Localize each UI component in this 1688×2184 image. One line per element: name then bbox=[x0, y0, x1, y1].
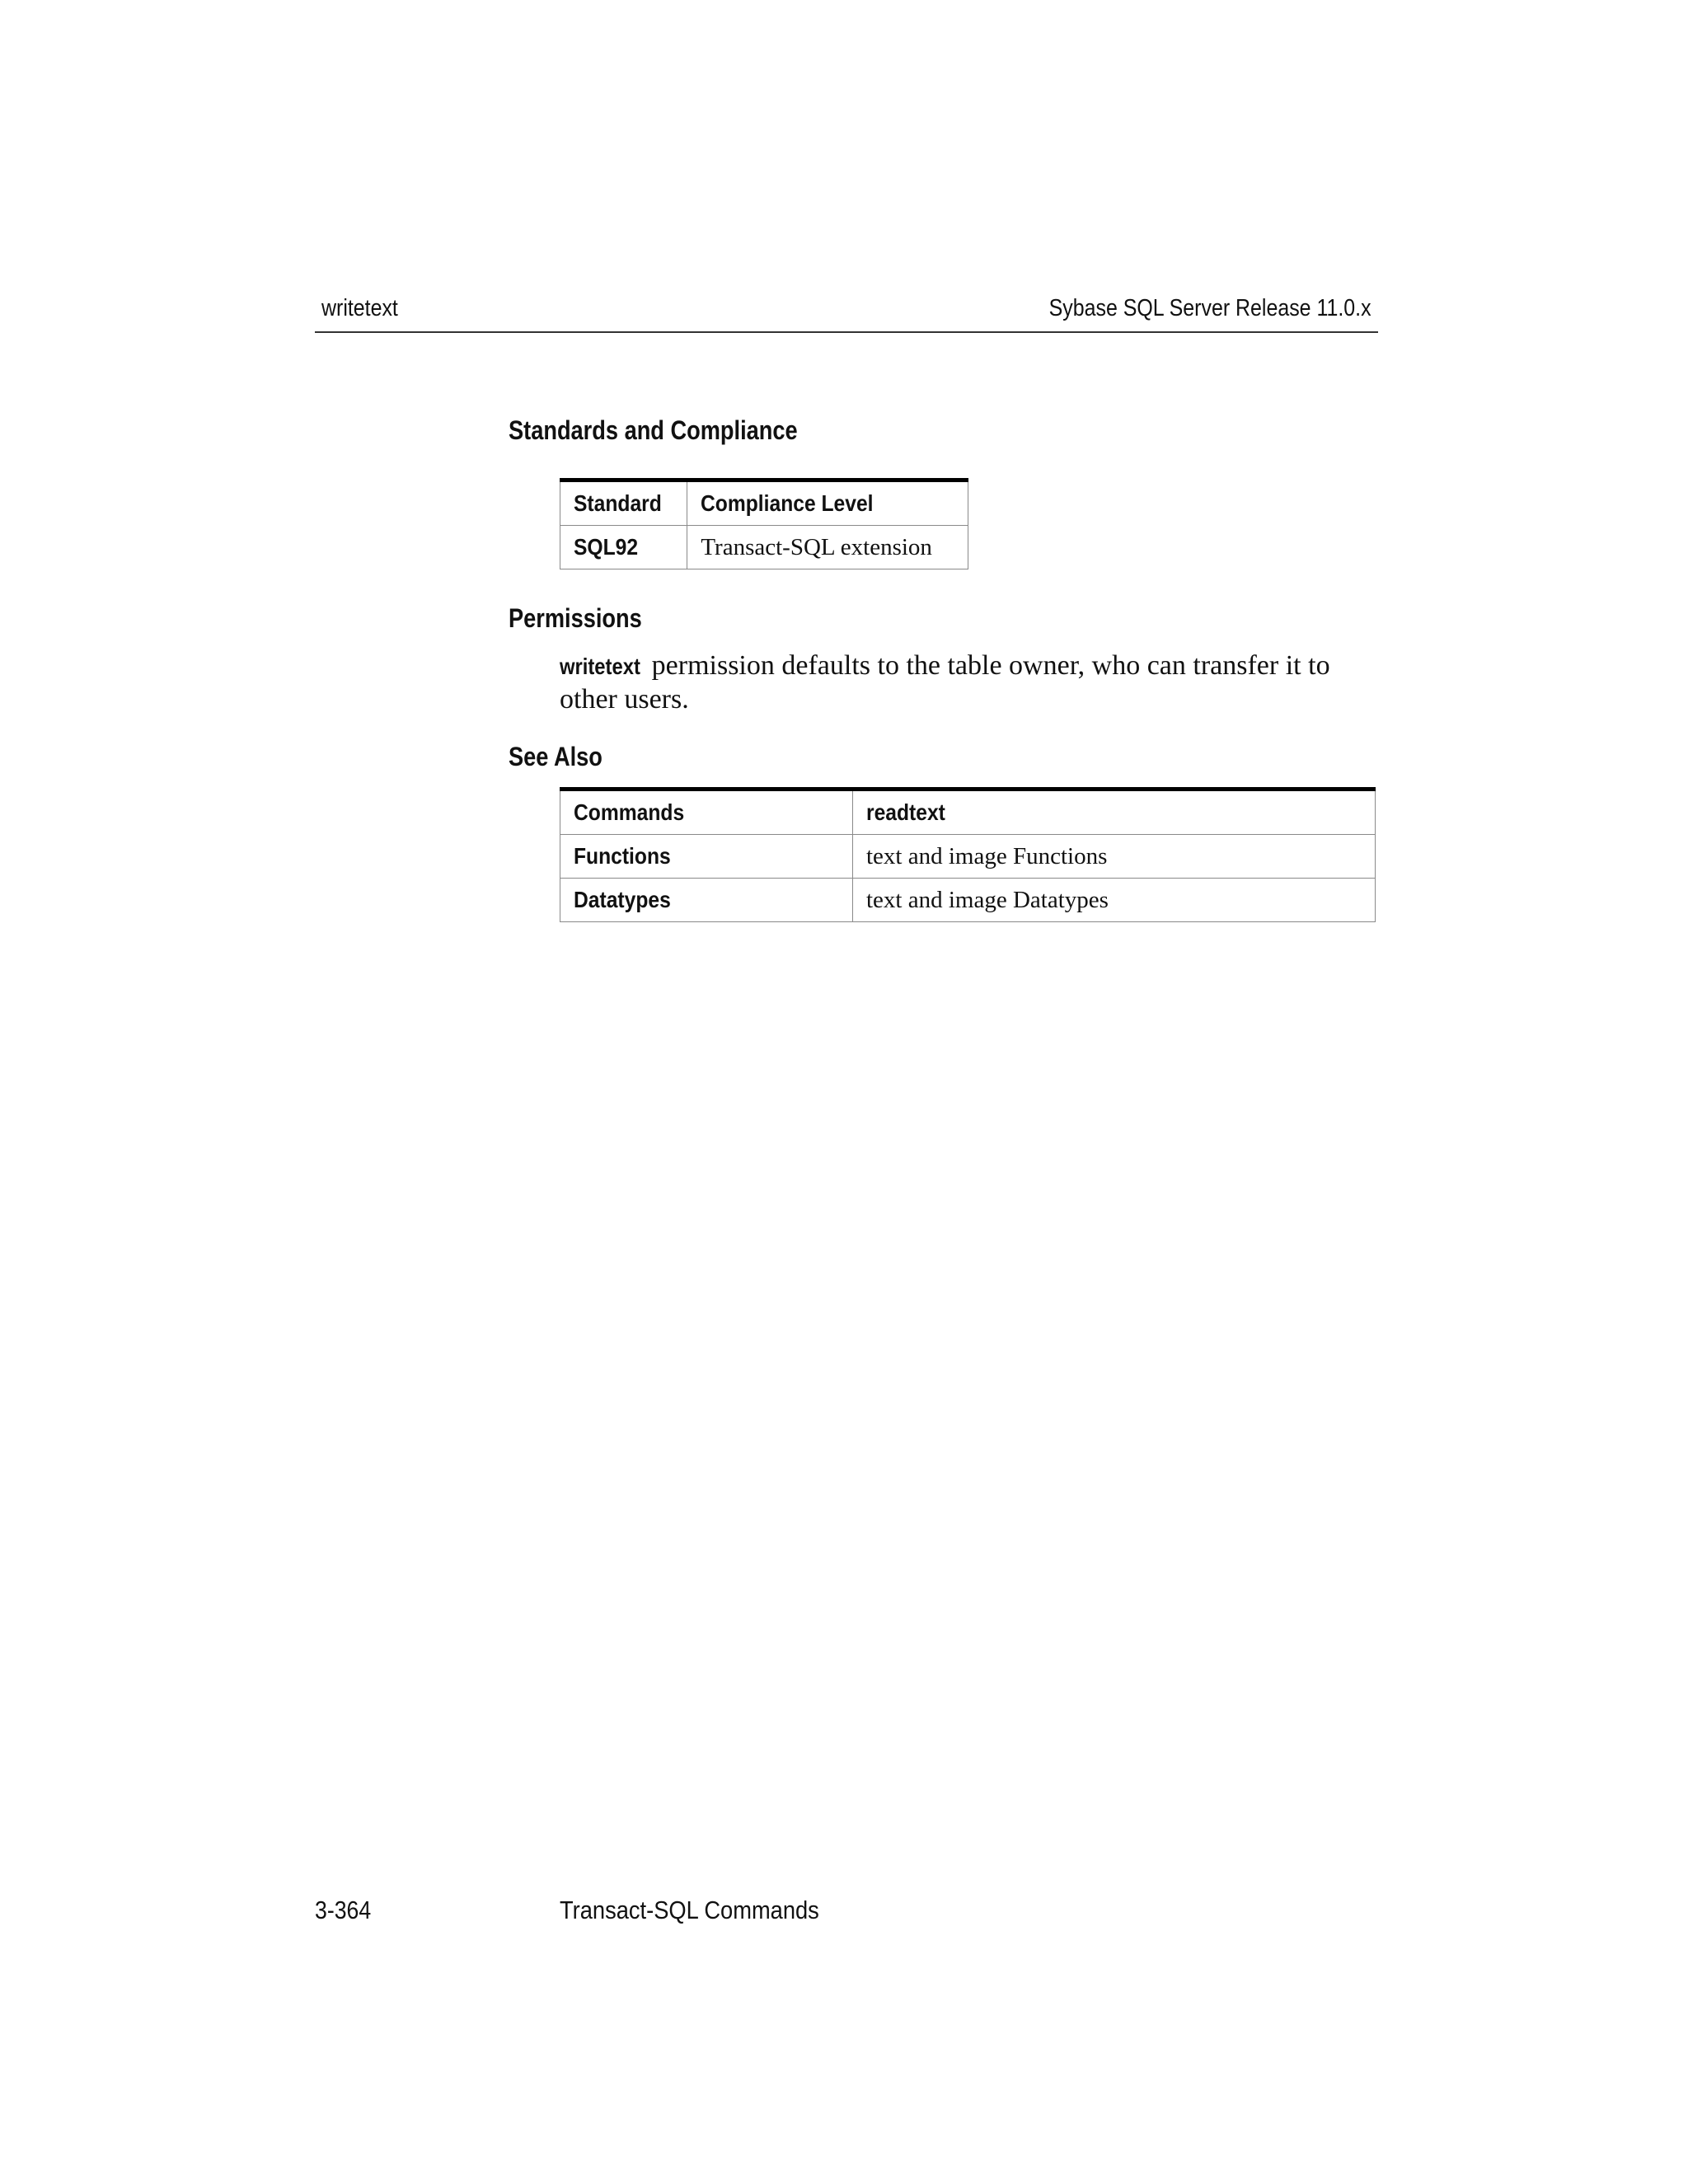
reference-cell: readtext bbox=[853, 790, 1376, 835]
page-number: 3-364 bbox=[315, 1896, 372, 1924]
standard-cell: SQL92 bbox=[560, 526, 687, 569]
category-cell: Commands bbox=[560, 790, 853, 835]
table-row bbox=[560, 526, 968, 569]
table-row bbox=[560, 790, 1376, 835]
see-also-heading: See Also bbox=[509, 742, 603, 771]
category-cell: Datatypes bbox=[560, 879, 853, 922]
standards-heading: Standards and Compliance bbox=[509, 415, 798, 445]
see-also-table bbox=[560, 787, 1376, 922]
compliance-level-cell: Transact-SQL extension bbox=[687, 526, 968, 569]
reference-cell: text and image Datatypes bbox=[853, 879, 1376, 922]
table-header-row bbox=[560, 480, 968, 526]
compliance-column-header: Compliance Level bbox=[687, 480, 968, 526]
permissions-heading: Permissions bbox=[509, 603, 642, 633]
standards-table bbox=[560, 478, 968, 569]
header-command-name: writetext bbox=[321, 295, 398, 321]
table-row bbox=[560, 879, 1376, 922]
header-product-release: Sybase SQL Server Release 11.0.x bbox=[1049, 295, 1372, 321]
reference-cell: text and image Functions bbox=[853, 835, 1376, 879]
running-header bbox=[315, 290, 1378, 333]
standard-column-header: Standard bbox=[560, 480, 687, 526]
permissions-paragraph bbox=[560, 649, 1376, 716]
category-cell: Functions bbox=[560, 835, 853, 879]
chapter-title: Transact-SQL Commands bbox=[560, 1896, 819, 1924]
command-name: writetext bbox=[560, 654, 640, 679]
permissions-text: permission defaults to the table owner, who can transfer it to other users. bbox=[560, 650, 1330, 715]
table-row bbox=[560, 835, 1376, 879]
